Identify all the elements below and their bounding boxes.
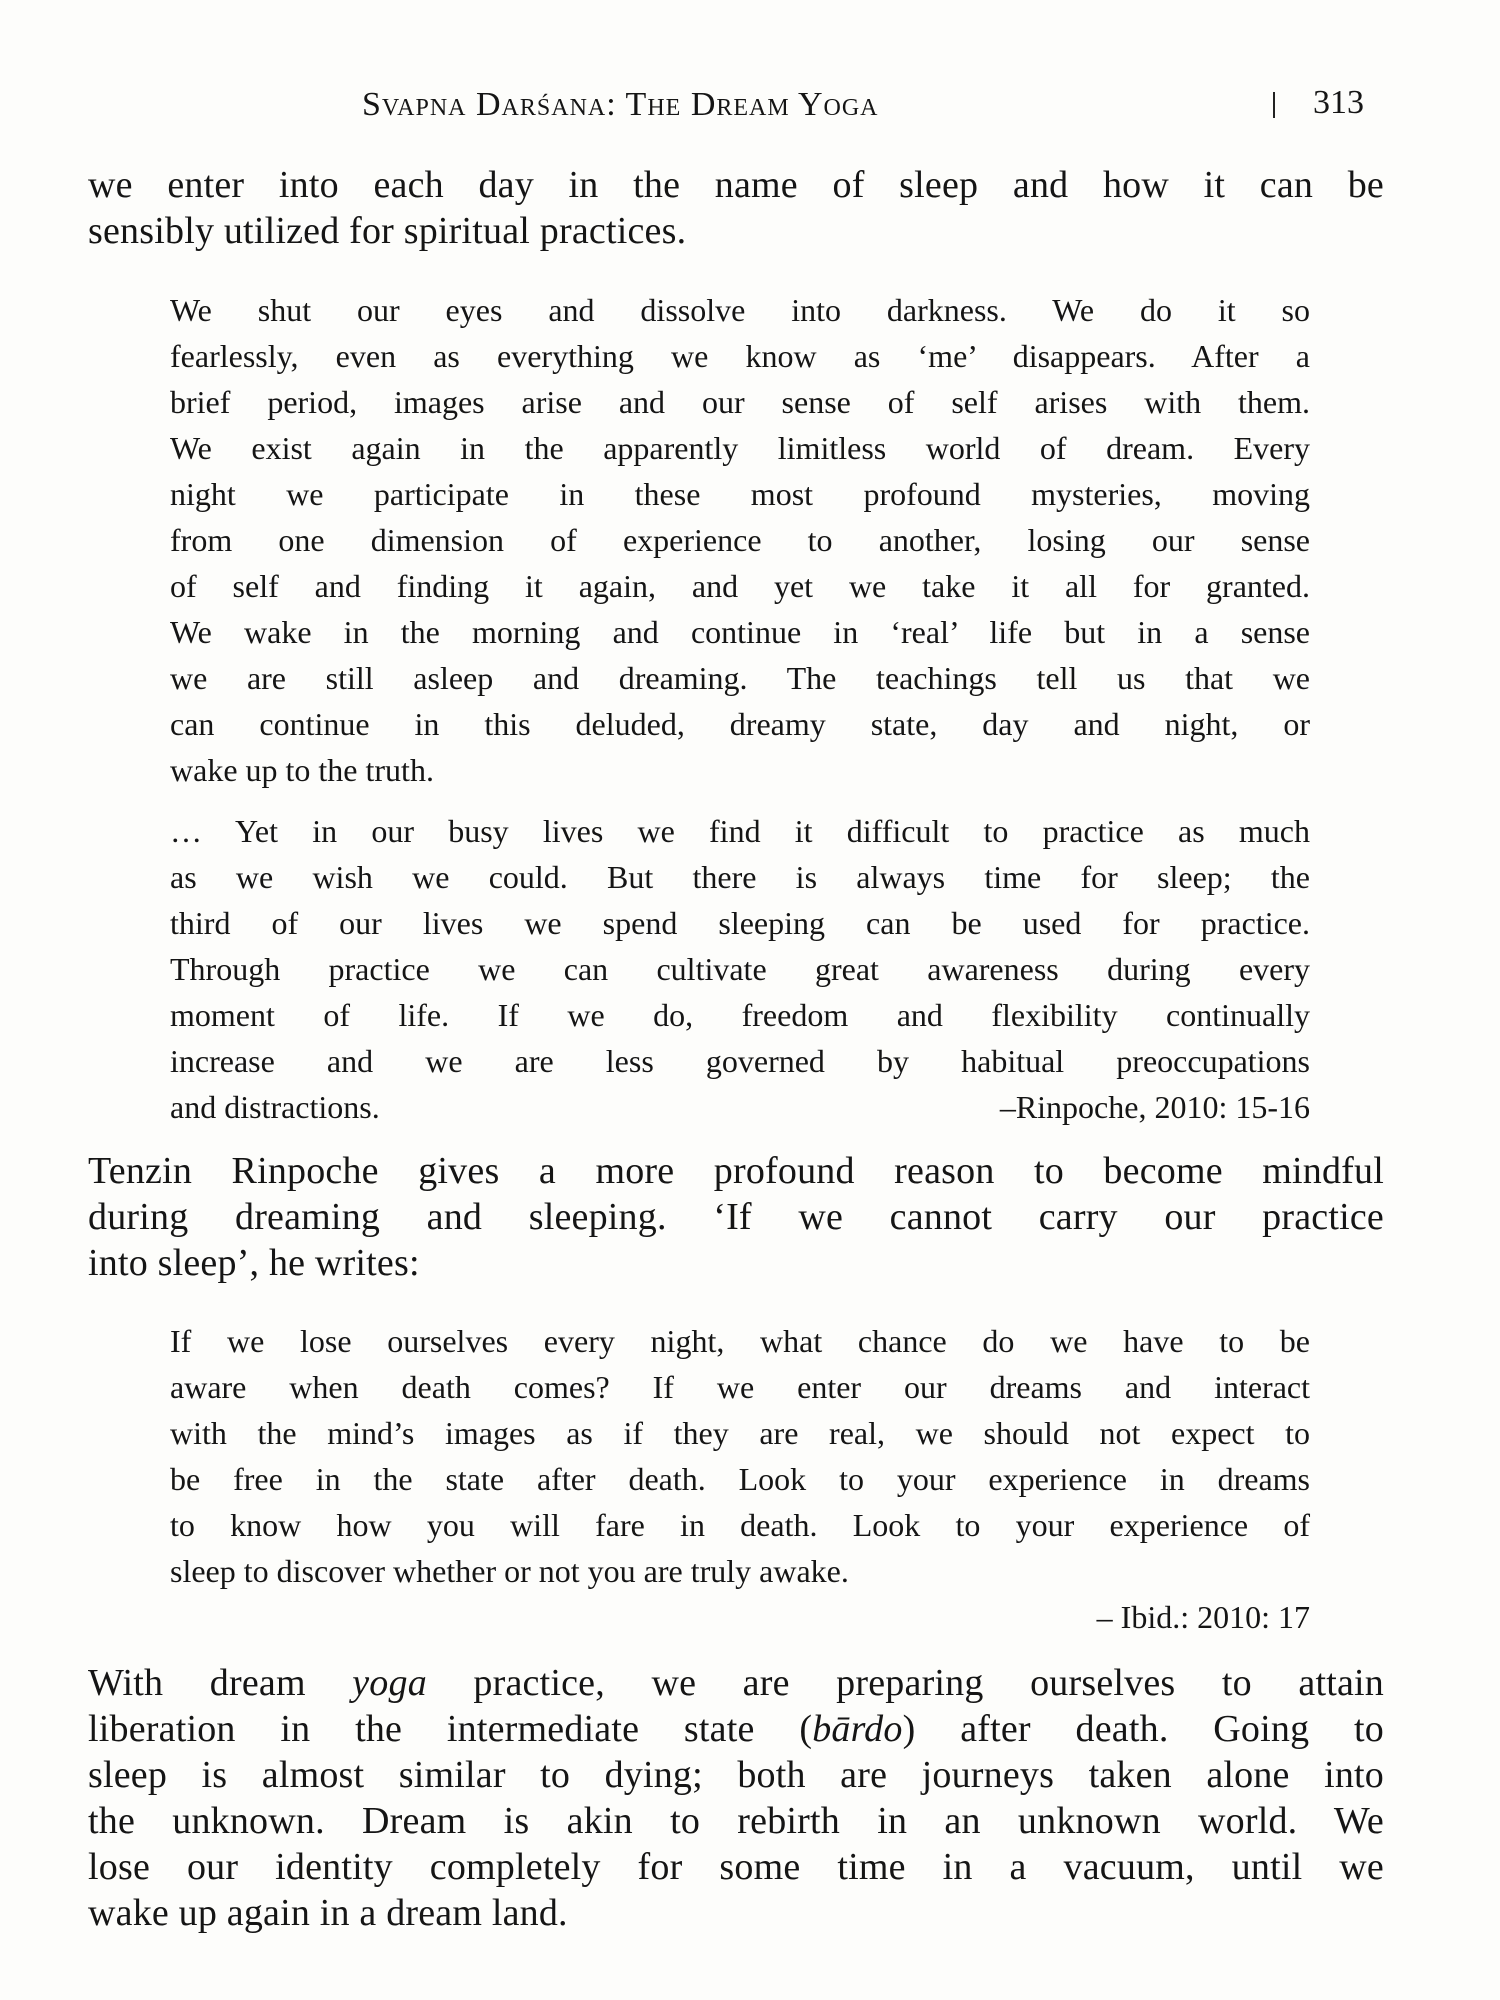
quote-line: as we wish we could. But there is always time for sleep; the	[170, 859, 1310, 895]
header-divider	[1273, 92, 1275, 118]
quote-line: with the mind’s images as if they are real, we should not expect to	[170, 1415, 1310, 1451]
text-line: lose our identity completely for some time in a vacuum, until we	[88, 1846, 1384, 1888]
quote-line: We shut our eyes and dissolve into darkness. We do it so	[170, 292, 1310, 328]
text-line: sleep is almost similar to dying; both are journeys taken alone into	[88, 1754, 1384, 1796]
paragraph-1	[88, 162, 1384, 254]
quote-line: of self and finding it again, and yet we take it all for granted.	[170, 568, 1310, 604]
text-run: With dream	[88, 1662, 353, 1704]
quote-line: We wake in the morning and continue in ‘real’ life but in a sense	[170, 614, 1310, 650]
italic-term: bārdo	[812, 1708, 903, 1750]
text-line: Tenzin Rinpoche gives a more profound reason to become mindful	[88, 1150, 1384, 1192]
text-run: practice, we are preparing ourselves to attain	[426, 1662, 1384, 1704]
text-run: ) after death. Going to	[902, 1708, 1385, 1750]
text-line	[88, 1706, 1384, 1752]
quote-line: and distractions.	[170, 1089, 380, 1125]
quote-line: we are still asleep and dreaming. The teachings tell us that we	[170, 660, 1310, 696]
quote-line: fearlessly, even as everything we know as ‘me’ disappears. After a	[170, 338, 1310, 374]
quote-line: aware when death comes? If we enter our dreams and interact	[170, 1369, 1310, 1405]
italic-term: yoga	[352, 1662, 427, 1704]
paragraph-2	[88, 1148, 1384, 1286]
quote-line: Through practice we can cultivate great awareness during every	[170, 951, 1310, 987]
quote-line: If we lose ourselves every night, what chance do we have to be	[170, 1323, 1310, 1359]
quote-attribution: –Rinpoche, 2010: 15-16	[999, 1089, 1310, 1125]
text-line: wake up again in a dream land.	[88, 1892, 568, 1934]
quote-line: night we participate in these most profound mysteries, moving	[170, 476, 1310, 512]
quote-final-line	[170, 1084, 1310, 1130]
quote-line: brief period, images arise and our sense of self arises with them.	[170, 384, 1310, 420]
quote-line: wake up to the truth.	[170, 752, 434, 788]
quote-line: sleep to discover whether or not you are truly awake.	[170, 1553, 849, 1589]
quote-line: from one dimension of experience to another, losing our sense	[170, 522, 1310, 558]
text-line	[88, 1660, 1384, 1706]
quote-line: third of our lives we spend sleeping can be used for practice.	[170, 905, 1310, 941]
quote-line: … Yet in our busy lives we find it difficult to practice as much	[170, 813, 1310, 849]
quote-line: to know how you will fare in death. Look to your experience of	[170, 1507, 1310, 1543]
text-run: liberation in the intermediate state (	[88, 1708, 813, 1750]
text-line: sensibly utilized for spiritual practices.	[88, 210, 687, 252]
quote-line: We exist again in the apparently limitless world of dream. Every	[170, 430, 1310, 466]
block-quote-1-continued	[170, 808, 1310, 1130]
quote-line: can continue in this deluded, dreamy state, day and night, or	[170, 706, 1310, 742]
text-line: into sleep’, he writes:	[88, 1242, 420, 1284]
quote-line: be free in the state after death. Look to your experience in dreams	[170, 1461, 1310, 1497]
page-number: 313	[1313, 84, 1364, 121]
block-quote-2	[170, 1318, 1310, 1640]
quote-line: increase and we are less governed by habitual preoccupations	[170, 1043, 1310, 1079]
quote-attribution: – Ibid.: 2010: 17	[1096, 1599, 1310, 1635]
quote-line: moment of life. If we do, freedom and flexibility continually	[170, 997, 1310, 1033]
text-line: the unknown. Dream is akin to rebirth in an unknown world. We	[88, 1800, 1384, 1842]
block-quote-1	[170, 287, 1310, 793]
text-line: we enter into each day in the name of sleep and how it can be	[88, 164, 1384, 206]
paragraph-3	[88, 1660, 1384, 1936]
text-line: during dreaming and sleeping. ‘If we cannot carry our practice	[88, 1196, 1384, 1238]
chapter-title: Svapna Darśana: The Dream Yoga	[362, 86, 879, 123]
running-head	[0, 82, 1500, 132]
